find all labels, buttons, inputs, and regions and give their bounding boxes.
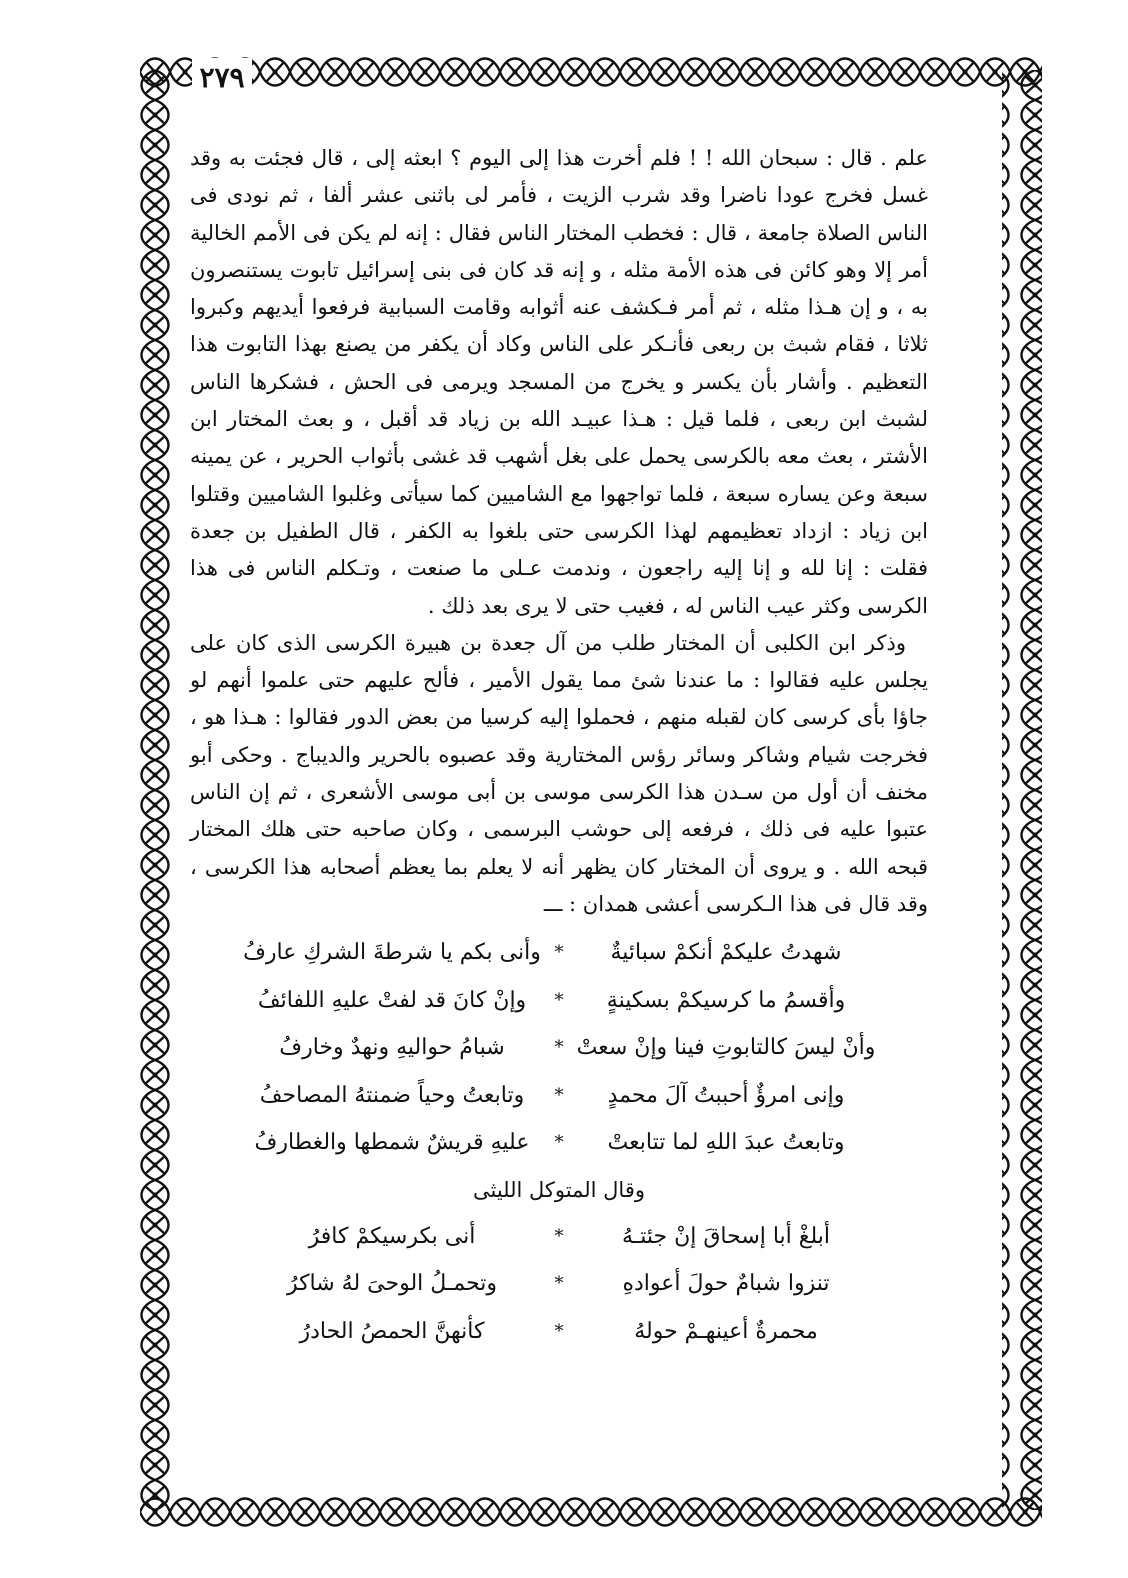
second-hemistich: وتحمـلُ الوحىَ لهُ شاكرُ	[286, 1271, 498, 1297]
line: عصبوه بالحرير والديباج . وحكى أبو مخنف أن أول من سـدن هذا الكرسى موسى بن أبى موسى	[190, 742, 928, 805]
second-hemistich: عليهِ قريشٌ شمطها والغطارفُ	[254, 1130, 530, 1156]
second-hemistich: شبامُ حواليهِ ونهدٌ وخارفُ	[279, 1035, 505, 1061]
line: التابوت هذا التعظيم . وأشار بأن يكسر و يخرج من المسجد ويرمى فى الحش ، فشكرها الناس لشبث	[190, 332, 929, 432]
first-hemistich: وأقسمُ ما كرسيكمْ بسكينةٍ	[606, 987, 846, 1013]
line: فرفعوا أيديهم وكبروا ثلاثا ، فقام شبث بن ربعى فأنـكر على الناس وكاد أن يكفر من يصنع بهذا	[190, 295, 928, 357]
first-hemistich: تنزوا شبامٌ حولَ أعوادهِ	[622, 1271, 830, 1297]
line: هذا الـكرسى أعشى همدان : ـــ	[543, 891, 818, 916]
verse	[239, 1260, 879, 1308]
verse	[239, 1119, 879, 1167]
second-hemistich: وإنْ كانَ قد لفتْ عليهِ اللفائفُ	[257, 987, 527, 1013]
verse-separator: *	[554, 1037, 564, 1059]
border-right	[1002, 70, 1042, 1510]
first-hemistich: شهدتُ عليكمْ أنكمْ سبائيةٌ	[610, 940, 842, 966]
text-body	[190, 140, 928, 1470]
verse-separator: *	[554, 1225, 564, 1247]
line: ناضرا وقد شرب الزيت ، فأمر لى باثنى عشر ألفا ، ثم نودى فى الناس الصلاة جامعة ، قال : فخطب	[190, 183, 928, 245]
second-hemistich: وتابعتُ وحياً ضمنتهُ المصاحفُ	[259, 1082, 525, 1108]
paragraph-1	[190, 140, 928, 625]
border-bottom	[140, 1490, 1042, 1530]
second-hemistich: كأنهنَّ الحمصُ الحادرُ	[299, 1318, 485, 1344]
line: المختار الناس فقال : إنه لم يكن فى الأمم الخالية أمر إلا وهو كائن فى هذه الأمة مثله ، و إنه قد كان فى	[190, 220, 928, 282]
verse	[239, 1308, 879, 1356]
line: بلغوا به الكفر ، قال الطفيل بن جعدة فقلت : إنا لله و إنا إليه راجعون ، وندمت عـلى ما صنعت ،	[190, 518, 928, 581]
second-hemistich: وأنى بكم يا شرطةَ الشركِ عارفُ	[243, 940, 541, 966]
first-hemistich: وتابعتُ عبدَ اللهِ لما تتابعتْ	[607, 1130, 845, 1156]
line: المختار قبحه الله . و يروى أن المختار كان يظهر أنه لا يعلم بما يعظم أصحابه هذا الكرسى ، وقد قال فى	[190, 817, 928, 916]
first-hemistich: وأنْ ليسَ كالتابوتِ فينا وإنْ سعتْ	[576, 1035, 876, 1061]
paragraph-2	[190, 625, 928, 923]
poet-heading: وقال المتوكل الليثى	[472, 1177, 645, 1202]
first-hemistich: أبلغْ أبا إسحاقَ إنْ جئتـهُ	[621, 1223, 831, 1249]
verse	[239, 977, 879, 1025]
line: وذكر ابن الكلبى أن المختار طلب من آل جعدة بن هبيرة الكرسى الذى كان على يجلس عليه	[190, 630, 928, 693]
page-number: ٢٧٩	[192, 58, 252, 98]
verse	[239, 1072, 879, 1120]
line: تواجهوا مع الشاميين كما سيأتى وغلبوا الشاميين وقتلوا ابن زياد : ازداد تعظيمهم لهذا الكرسى حتى	[190, 481, 928, 543]
verse-separator: *	[554, 942, 564, 964]
line: وتـكلم الناس فى هذا الكرسى وكثر عيب الناس له ، فغيب حتى لا يرى بعد ذلك .	[190, 556, 928, 618]
line: فقالوا : ما عندنا شئ مما يقول الأمير ، فألح عليهم حتى علموا أنهم لو جاؤا بأى كرسى كان لقبله منهم ،	[190, 668, 928, 730]
poem-asha-hamdan	[239, 929, 879, 1355]
first-hemistich: محمرةٌ أعينهـمْ حولهُ	[634, 1318, 818, 1344]
prose-section	[190, 140, 928, 923]
verse	[239, 1213, 879, 1261]
verse	[239, 929, 879, 977]
line: بالكرسى يحمل على بغل أشهب قد غشى بأثواب الحرير ، عن يمينه سبعة وعن يساره سبعة ، فلما	[190, 444, 928, 506]
line: علم . قال : سبحان الله ! ! فلم أخرت هذا إلى اليوم ؟ ابعثه إلى ، قال فجئت به وقد غسل فخرج عودا	[190, 146, 929, 208]
border-left	[135, 70, 175, 1510]
line: بنى إسرائيل تابوت يستنصرون به ، و إن هـذا مثله ، ثم أمر فـكشف عنه أثوابه وقامت السبابية	[190, 257, 928, 320]
second-hemistich: أنى بكرسيكمْ كافرُ	[308, 1223, 476, 1249]
line: فحملوا إليه كرسيا من بعض الدور فقالوا : هـذا هو ، فخرجت شيام وشاكر وسائر رؤس المختارية وقد	[190, 705, 928, 767]
line: الأشعرى ، ثم إن الناس عتبوا عليه فى ذلك ، فرفعه إلى حوشب البرسمى ، وكان صاحبه حتى هلك	[190, 780, 928, 842]
verse-separator: *	[554, 1320, 564, 1342]
verse	[239, 1024, 879, 1072]
verse-separator: *	[554, 989, 564, 1011]
verse-separator: *	[554, 1132, 564, 1154]
verse-separator: *	[554, 1273, 564, 1295]
line: ابن ربعى ، فلما قيل : هـذا عبيـد الله بن زياد قد أقبل ، و بعث المختار ابن الأشتر ، بعث معه	[190, 407, 928, 469]
border-top	[140, 52, 1042, 92]
first-hemistich: وإنى امرؤٌ أحببتُ آلَ محمدٍ	[607, 1082, 845, 1108]
verse-separator: *	[554, 1084, 564, 1106]
